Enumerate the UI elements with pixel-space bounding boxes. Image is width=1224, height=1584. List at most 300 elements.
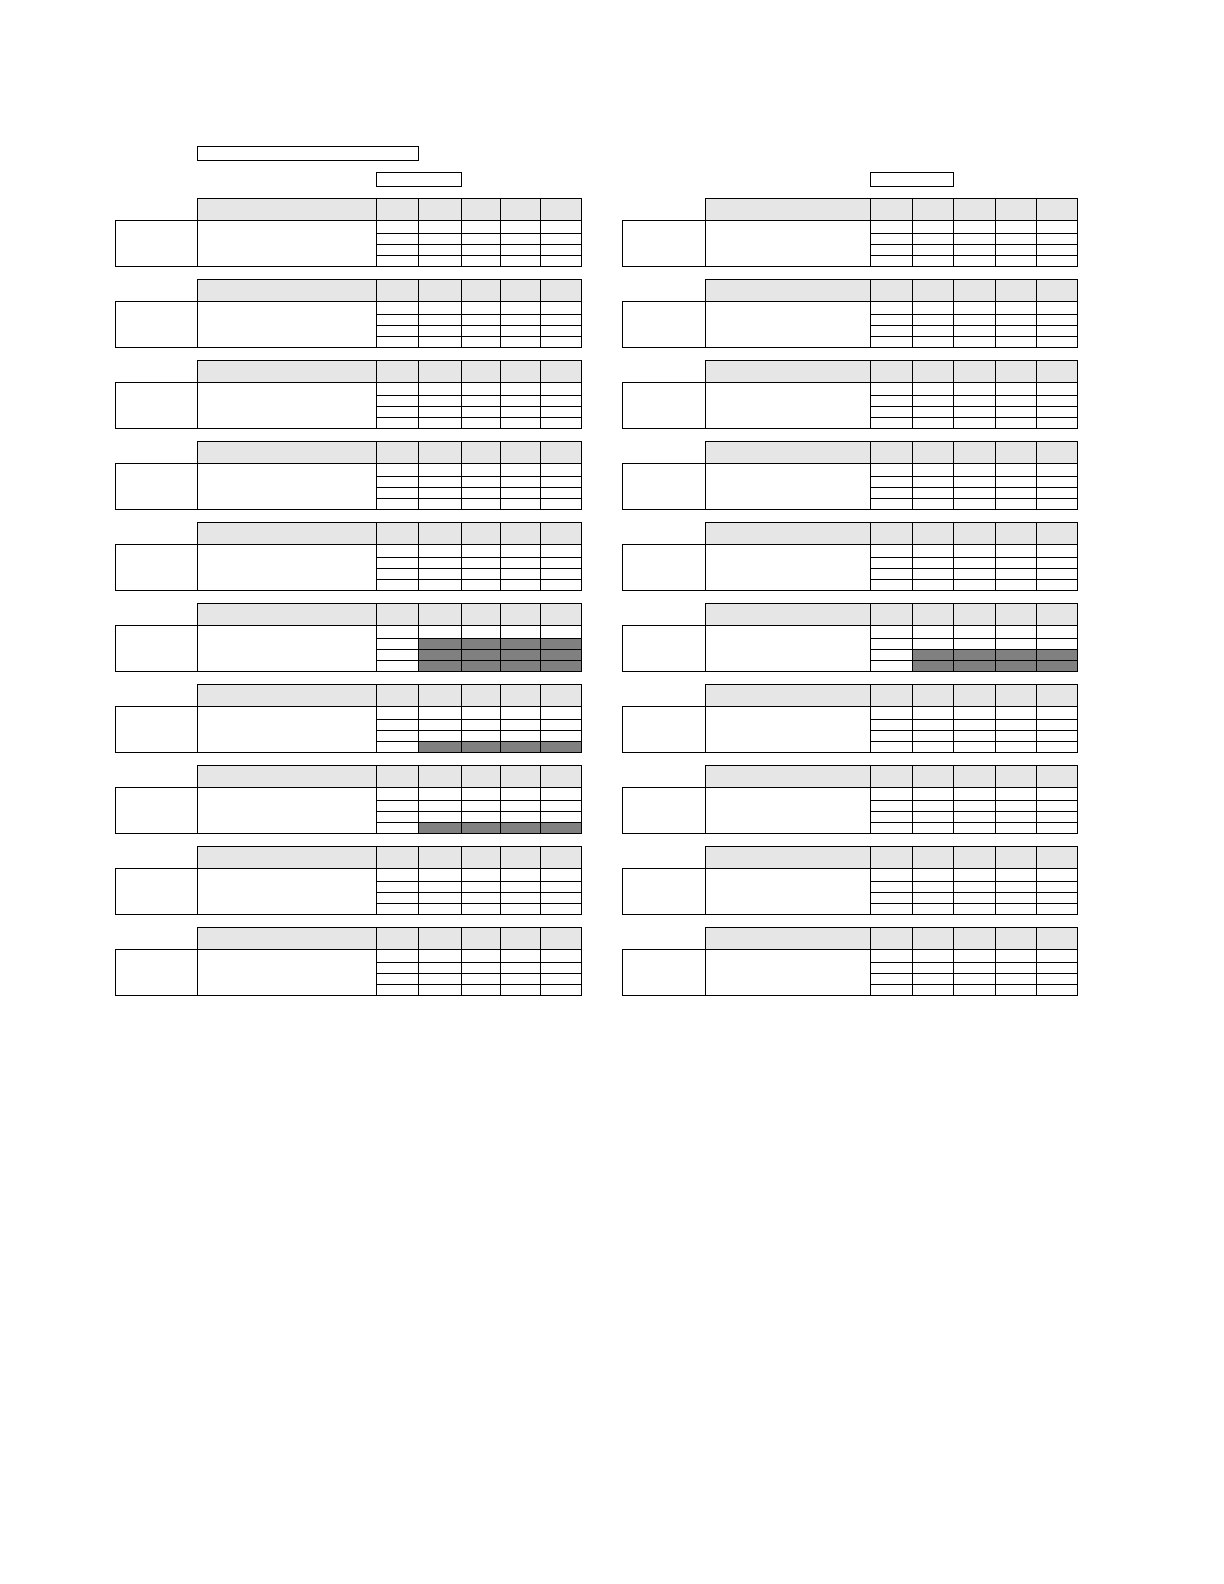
section-header-cell bbox=[870, 927, 913, 950]
value-cell[interactable] bbox=[953, 787, 996, 801]
value-cell[interactable] bbox=[1036, 868, 1078, 882]
value-cell[interactable] bbox=[870, 220, 913, 234]
value-cell[interactable] bbox=[870, 579, 913, 591]
section-label-field[interactable] bbox=[622, 301, 706, 348]
section-header-cell bbox=[953, 927, 996, 950]
section-header-description bbox=[705, 603, 871, 626]
section-description-field[interactable] bbox=[197, 301, 377, 348]
value-cell bbox=[540, 741, 582, 753]
section-header-cell bbox=[461, 603, 501, 626]
value-cell[interactable] bbox=[461, 544, 501, 558]
section-header-cell bbox=[500, 279, 541, 302]
value-cell[interactable] bbox=[870, 903, 913, 915]
value-cell[interactable] bbox=[461, 787, 501, 801]
value-cell[interactable] bbox=[376, 544, 419, 558]
value-cell[interactable] bbox=[376, 463, 419, 477]
section-label-field[interactable] bbox=[622, 463, 706, 510]
section-header-cell bbox=[912, 684, 954, 707]
value-cell[interactable] bbox=[953, 741, 996, 753]
value-cell[interactable] bbox=[995, 417, 1037, 429]
value-cell[interactable] bbox=[500, 255, 541, 267]
section-header-cell bbox=[500, 603, 541, 626]
value-cell[interactable] bbox=[870, 625, 913, 639]
value-cell[interactable] bbox=[540, 903, 582, 915]
section-header-cell bbox=[995, 846, 1037, 869]
value-cell[interactable] bbox=[540, 949, 582, 963]
section-description-field[interactable] bbox=[705, 544, 871, 591]
section-label-field[interactable] bbox=[115, 706, 198, 753]
value-cell[interactable] bbox=[953, 903, 996, 915]
value-cell[interactable] bbox=[1036, 822, 1078, 834]
value-cell[interactable] bbox=[953, 382, 996, 396]
section-header-cell bbox=[418, 927, 462, 950]
section-header-cell bbox=[912, 360, 954, 383]
value-cell[interactable] bbox=[953, 463, 996, 477]
section-header-description bbox=[705, 279, 871, 302]
section-header-cell bbox=[1036, 522, 1078, 545]
section-header-description bbox=[197, 927, 377, 950]
section-header-cell bbox=[540, 927, 582, 950]
value-cell[interactable] bbox=[870, 660, 913, 672]
value-cell[interactable] bbox=[461, 301, 501, 315]
value-cell bbox=[540, 660, 582, 672]
value-cell[interactable] bbox=[540, 417, 582, 429]
value-cell[interactable] bbox=[912, 498, 954, 510]
value-cell bbox=[540, 822, 582, 834]
value-cell[interactable] bbox=[870, 949, 913, 963]
value-cell[interactable] bbox=[540, 382, 582, 396]
value-cell[interactable] bbox=[418, 463, 462, 477]
section-header-cell bbox=[912, 522, 954, 545]
section-header-cell bbox=[995, 198, 1037, 221]
value-cell[interactable] bbox=[418, 382, 462, 396]
value-cell bbox=[912, 660, 954, 672]
value-cell[interactable] bbox=[1036, 498, 1078, 510]
value-cell[interactable] bbox=[953, 255, 996, 267]
section-description-field[interactable] bbox=[705, 220, 871, 267]
value-cell[interactable] bbox=[912, 463, 954, 477]
section-description-field[interactable] bbox=[705, 463, 871, 510]
value-cell[interactable] bbox=[995, 255, 1037, 267]
value-cell[interactable] bbox=[461, 949, 501, 963]
value-cell[interactable] bbox=[376, 336, 419, 348]
section-description-field[interactable] bbox=[197, 382, 377, 429]
value-cell[interactable] bbox=[461, 579, 501, 591]
section-label-field[interactable] bbox=[622, 706, 706, 753]
value-cell[interactable] bbox=[995, 382, 1037, 396]
value-cell[interactable] bbox=[1036, 706, 1078, 720]
value-cell[interactable] bbox=[1036, 625, 1078, 639]
value-cell[interactable] bbox=[418, 984, 462, 996]
section-header-cell bbox=[418, 279, 462, 302]
value-cell[interactable] bbox=[461, 417, 501, 429]
value-cell[interactable] bbox=[995, 579, 1037, 591]
value-cell[interactable] bbox=[500, 706, 541, 720]
section-header-cell bbox=[995, 927, 1037, 950]
value-cell[interactable] bbox=[540, 868, 582, 882]
value-cell[interactable] bbox=[953, 220, 996, 234]
section-header-cell bbox=[953, 360, 996, 383]
value-cell[interactable] bbox=[376, 220, 419, 234]
value-cell bbox=[418, 822, 462, 834]
section-description-field[interactable] bbox=[197, 868, 377, 915]
value-cell[interactable] bbox=[953, 336, 996, 348]
value-cell[interactable] bbox=[953, 949, 996, 963]
value-cell bbox=[500, 741, 541, 753]
section-label-field[interactable] bbox=[115, 463, 198, 510]
section-label-field[interactable] bbox=[622, 544, 706, 591]
value-cell[interactable] bbox=[461, 498, 501, 510]
value-cell[interactable] bbox=[953, 417, 996, 429]
value-cell[interactable] bbox=[540, 301, 582, 315]
value-cell[interactable] bbox=[418, 220, 462, 234]
value-cell[interactable] bbox=[500, 220, 541, 234]
section-label-field[interactable] bbox=[115, 787, 198, 834]
value-cell[interactable] bbox=[912, 579, 954, 591]
section-label-field[interactable] bbox=[115, 625, 198, 672]
value-cell[interactable] bbox=[995, 787, 1037, 801]
section-header-cell bbox=[995, 441, 1037, 464]
value-cell[interactable] bbox=[376, 741, 419, 753]
value-cell[interactable] bbox=[953, 984, 996, 996]
value-cell[interactable] bbox=[912, 544, 954, 558]
value-cell[interactable] bbox=[1036, 903, 1078, 915]
value-cell[interactable] bbox=[500, 336, 541, 348]
value-cell[interactable] bbox=[500, 868, 541, 882]
section-description-field[interactable] bbox=[705, 301, 871, 348]
value-cell[interactable] bbox=[461, 903, 501, 915]
section-header-description bbox=[705, 441, 871, 464]
value-cell[interactable] bbox=[953, 544, 996, 558]
section-header-cell bbox=[870, 522, 913, 545]
section-description-field[interactable] bbox=[197, 544, 377, 591]
section-header-description bbox=[197, 441, 377, 464]
value-cell[interactable] bbox=[870, 498, 913, 510]
value-cell[interactable] bbox=[376, 301, 419, 315]
value-cell[interactable] bbox=[870, 301, 913, 315]
value-cell[interactable] bbox=[540, 463, 582, 477]
value-cell[interactable] bbox=[870, 741, 913, 753]
value-cell[interactable] bbox=[461, 868, 501, 882]
value-cell[interactable] bbox=[461, 706, 501, 720]
section-description-field[interactable] bbox=[705, 625, 871, 672]
value-cell[interactable] bbox=[376, 984, 419, 996]
section-header-cell bbox=[500, 198, 541, 221]
value-cell[interactable] bbox=[912, 706, 954, 720]
value-cell[interactable] bbox=[418, 544, 462, 558]
value-cell[interactable] bbox=[1036, 301, 1078, 315]
value-cell[interactable] bbox=[912, 822, 954, 834]
section-header-cell bbox=[461, 846, 501, 869]
value-cell[interactable] bbox=[376, 660, 419, 672]
value-cell[interactable] bbox=[540, 625, 582, 639]
section-header-cell bbox=[870, 765, 913, 788]
section-description-field[interactable] bbox=[197, 949, 377, 996]
value-cell[interactable] bbox=[540, 255, 582, 267]
section-description-field[interactable] bbox=[705, 949, 871, 996]
section-header-cell bbox=[500, 441, 541, 464]
value-cell[interactable] bbox=[500, 949, 541, 963]
value-cell[interactable] bbox=[418, 949, 462, 963]
section-header-cell bbox=[461, 360, 501, 383]
value-cell[interactable] bbox=[540, 220, 582, 234]
section-label-field[interactable] bbox=[115, 868, 198, 915]
value-cell[interactable] bbox=[540, 336, 582, 348]
section-header-cell bbox=[953, 603, 996, 626]
section-label-field[interactable] bbox=[115, 220, 198, 267]
left-date-field[interactable] bbox=[376, 172, 462, 187]
section-description-field[interactable] bbox=[197, 625, 377, 672]
value-cell[interactable] bbox=[870, 417, 913, 429]
value-cell[interactable] bbox=[1036, 949, 1078, 963]
value-cell bbox=[418, 660, 462, 672]
value-cell bbox=[953, 660, 996, 672]
value-cell bbox=[461, 741, 501, 753]
value-cell[interactable] bbox=[461, 220, 501, 234]
value-cell[interactable] bbox=[995, 706, 1037, 720]
value-cell[interactable] bbox=[500, 787, 541, 801]
section-description-field[interactable] bbox=[705, 706, 871, 753]
section-header-cell bbox=[540, 360, 582, 383]
value-cell[interactable] bbox=[953, 498, 996, 510]
value-cell[interactable] bbox=[995, 984, 1037, 996]
value-cell[interactable] bbox=[540, 498, 582, 510]
value-cell[interactable] bbox=[418, 787, 462, 801]
value-cell[interactable] bbox=[376, 868, 419, 882]
value-cell[interactable] bbox=[912, 787, 954, 801]
value-cell[interactable] bbox=[1036, 463, 1078, 477]
value-cell[interactable] bbox=[376, 822, 419, 834]
value-cell[interactable] bbox=[995, 822, 1037, 834]
value-cell[interactable] bbox=[418, 903, 462, 915]
value-cell[interactable] bbox=[376, 787, 419, 801]
value-cell[interactable] bbox=[912, 868, 954, 882]
value-cell[interactable] bbox=[461, 984, 501, 996]
value-cell[interactable] bbox=[500, 463, 541, 477]
value-cell bbox=[461, 822, 501, 834]
value-cell[interactable] bbox=[870, 984, 913, 996]
value-cell[interactable] bbox=[995, 868, 1037, 882]
value-cell[interactable] bbox=[870, 868, 913, 882]
section-label-field[interactable] bbox=[622, 625, 706, 672]
section-label-field[interactable] bbox=[622, 949, 706, 996]
value-cell[interactable] bbox=[912, 220, 954, 234]
section-label-field[interactable] bbox=[115, 544, 198, 591]
section-description-field[interactable] bbox=[705, 382, 871, 429]
value-cell[interactable] bbox=[995, 301, 1037, 315]
value-cell[interactable] bbox=[870, 787, 913, 801]
value-cell[interactable] bbox=[995, 949, 1037, 963]
value-cell[interactable] bbox=[912, 417, 954, 429]
section-header-description bbox=[705, 846, 871, 869]
section-header-cell bbox=[1036, 684, 1078, 707]
value-cell[interactable] bbox=[418, 706, 462, 720]
section-header-cell bbox=[953, 684, 996, 707]
section-header-cell bbox=[912, 603, 954, 626]
section-header-cell bbox=[540, 684, 582, 707]
section-header-cell bbox=[1036, 360, 1078, 383]
value-cell[interactable] bbox=[912, 984, 954, 996]
section-header-cell bbox=[500, 360, 541, 383]
section-header-cell bbox=[418, 441, 462, 464]
value-cell[interactable] bbox=[418, 579, 462, 591]
value-cell[interactable] bbox=[540, 787, 582, 801]
value-cell[interactable] bbox=[540, 544, 582, 558]
value-cell[interactable] bbox=[912, 336, 954, 348]
value-cell[interactable] bbox=[376, 417, 419, 429]
value-cell[interactable] bbox=[995, 336, 1037, 348]
section-description-field[interactable] bbox=[197, 220, 377, 267]
section-header-cell bbox=[540, 279, 582, 302]
value-cell[interactable] bbox=[953, 706, 996, 720]
value-cell[interactable] bbox=[461, 336, 501, 348]
value-cell[interactable] bbox=[870, 463, 913, 477]
value-cell[interactable] bbox=[418, 868, 462, 882]
value-cell[interactable] bbox=[870, 822, 913, 834]
section-header-cell bbox=[870, 684, 913, 707]
value-cell[interactable] bbox=[376, 903, 419, 915]
section-header-cell bbox=[376, 279, 419, 302]
value-cell[interactable] bbox=[870, 706, 913, 720]
right-date-field[interactable] bbox=[870, 172, 954, 187]
value-cell[interactable] bbox=[1036, 741, 1078, 753]
section-description-field[interactable] bbox=[197, 706, 377, 753]
section-header-cell bbox=[1036, 441, 1078, 464]
value-cell[interactable] bbox=[500, 625, 541, 639]
value-cell[interactable] bbox=[1036, 787, 1078, 801]
section-header-cell bbox=[540, 441, 582, 464]
section-header-cell bbox=[870, 846, 913, 869]
section-label-field[interactable] bbox=[115, 949, 198, 996]
value-cell[interactable] bbox=[912, 949, 954, 963]
value-cell[interactable] bbox=[418, 417, 462, 429]
value-cell[interactable] bbox=[418, 336, 462, 348]
value-cell[interactable] bbox=[1036, 382, 1078, 396]
section-header-cell bbox=[461, 279, 501, 302]
value-cell[interactable] bbox=[376, 498, 419, 510]
section-label-field[interactable] bbox=[622, 868, 706, 915]
value-cell[interactable] bbox=[995, 903, 1037, 915]
value-cell[interactable] bbox=[870, 336, 913, 348]
section-header-description bbox=[197, 198, 377, 221]
value-cell[interactable] bbox=[418, 498, 462, 510]
section-description-field[interactable] bbox=[197, 463, 377, 510]
title-field[interactable] bbox=[197, 146, 419, 161]
value-cell[interactable] bbox=[500, 382, 541, 396]
value-cell[interactable] bbox=[1036, 255, 1078, 267]
section-header-description bbox=[705, 522, 871, 545]
value-cell[interactable] bbox=[461, 382, 501, 396]
value-cell[interactable] bbox=[995, 220, 1037, 234]
value-cell[interactable] bbox=[912, 741, 954, 753]
section-header-description bbox=[197, 603, 377, 626]
section-header-cell bbox=[376, 441, 419, 464]
value-cell[interactable] bbox=[912, 903, 954, 915]
value-cell[interactable] bbox=[953, 579, 996, 591]
section-header-cell bbox=[870, 279, 913, 302]
value-cell[interactable] bbox=[500, 544, 541, 558]
section-label-field[interactable] bbox=[115, 301, 198, 348]
value-cell[interactable] bbox=[912, 255, 954, 267]
value-cell[interactable] bbox=[953, 625, 996, 639]
value-cell[interactable] bbox=[912, 382, 954, 396]
value-cell[interactable] bbox=[500, 903, 541, 915]
value-cell[interactable] bbox=[500, 301, 541, 315]
section-description-field[interactable] bbox=[705, 787, 871, 834]
value-cell[interactable] bbox=[1036, 544, 1078, 558]
value-cell[interactable] bbox=[376, 382, 419, 396]
section-header-cell bbox=[995, 684, 1037, 707]
value-cell bbox=[500, 822, 541, 834]
section-header-cell bbox=[870, 360, 913, 383]
section-header-description bbox=[197, 765, 377, 788]
value-cell[interactable] bbox=[500, 498, 541, 510]
value-cell[interactable] bbox=[461, 625, 501, 639]
value-cell[interactable] bbox=[500, 984, 541, 996]
value-cell[interactable] bbox=[418, 625, 462, 639]
value-cell[interactable] bbox=[376, 625, 419, 639]
value-cell[interactable] bbox=[953, 301, 996, 315]
value-cell[interactable] bbox=[953, 868, 996, 882]
value-cell[interactable] bbox=[540, 984, 582, 996]
section-header-cell bbox=[418, 765, 462, 788]
section-header-cell bbox=[418, 603, 462, 626]
section-header-description bbox=[197, 279, 377, 302]
value-cell[interactable] bbox=[500, 579, 541, 591]
section-label-field[interactable] bbox=[622, 382, 706, 429]
section-header-cell bbox=[376, 765, 419, 788]
value-cell[interactable] bbox=[1036, 984, 1078, 996]
section-description-field[interactable] bbox=[197, 787, 377, 834]
section-header-description bbox=[705, 198, 871, 221]
value-cell[interactable] bbox=[418, 255, 462, 267]
value-cell bbox=[995, 660, 1037, 672]
value-cell[interactable] bbox=[870, 544, 913, 558]
value-cell[interactable] bbox=[912, 301, 954, 315]
section-label-field[interactable] bbox=[622, 787, 706, 834]
value-cell[interactable] bbox=[1036, 220, 1078, 234]
section-header-cell bbox=[500, 522, 541, 545]
value-cell[interactable] bbox=[1036, 579, 1078, 591]
value-cell[interactable] bbox=[995, 625, 1037, 639]
value-cell[interactable] bbox=[995, 498, 1037, 510]
section-header-cell bbox=[418, 198, 462, 221]
value-cell[interactable] bbox=[500, 417, 541, 429]
value-cell[interactable] bbox=[995, 544, 1037, 558]
value-cell[interactable] bbox=[376, 579, 419, 591]
section-label-field[interactable] bbox=[622, 220, 706, 267]
value-cell[interactable] bbox=[540, 579, 582, 591]
value-cell[interactable] bbox=[418, 301, 462, 315]
value-cell[interactable] bbox=[376, 949, 419, 963]
value-cell[interactable] bbox=[1036, 417, 1078, 429]
value-cell[interactable] bbox=[1036, 336, 1078, 348]
section-description-field[interactable] bbox=[705, 868, 871, 915]
value-cell[interactable] bbox=[995, 463, 1037, 477]
value-cell[interactable] bbox=[953, 822, 996, 834]
value-cell[interactable] bbox=[461, 255, 501, 267]
value-cell[interactable] bbox=[376, 255, 419, 267]
value-cell[interactable] bbox=[912, 625, 954, 639]
value-cell[interactable] bbox=[870, 382, 913, 396]
value-cell[interactable] bbox=[540, 706, 582, 720]
value-cell[interactable] bbox=[870, 255, 913, 267]
value-cell[interactable] bbox=[376, 706, 419, 720]
value-cell bbox=[461, 660, 501, 672]
section-label-field[interactable] bbox=[115, 382, 198, 429]
value-cell[interactable] bbox=[461, 463, 501, 477]
value-cell[interactable] bbox=[995, 741, 1037, 753]
